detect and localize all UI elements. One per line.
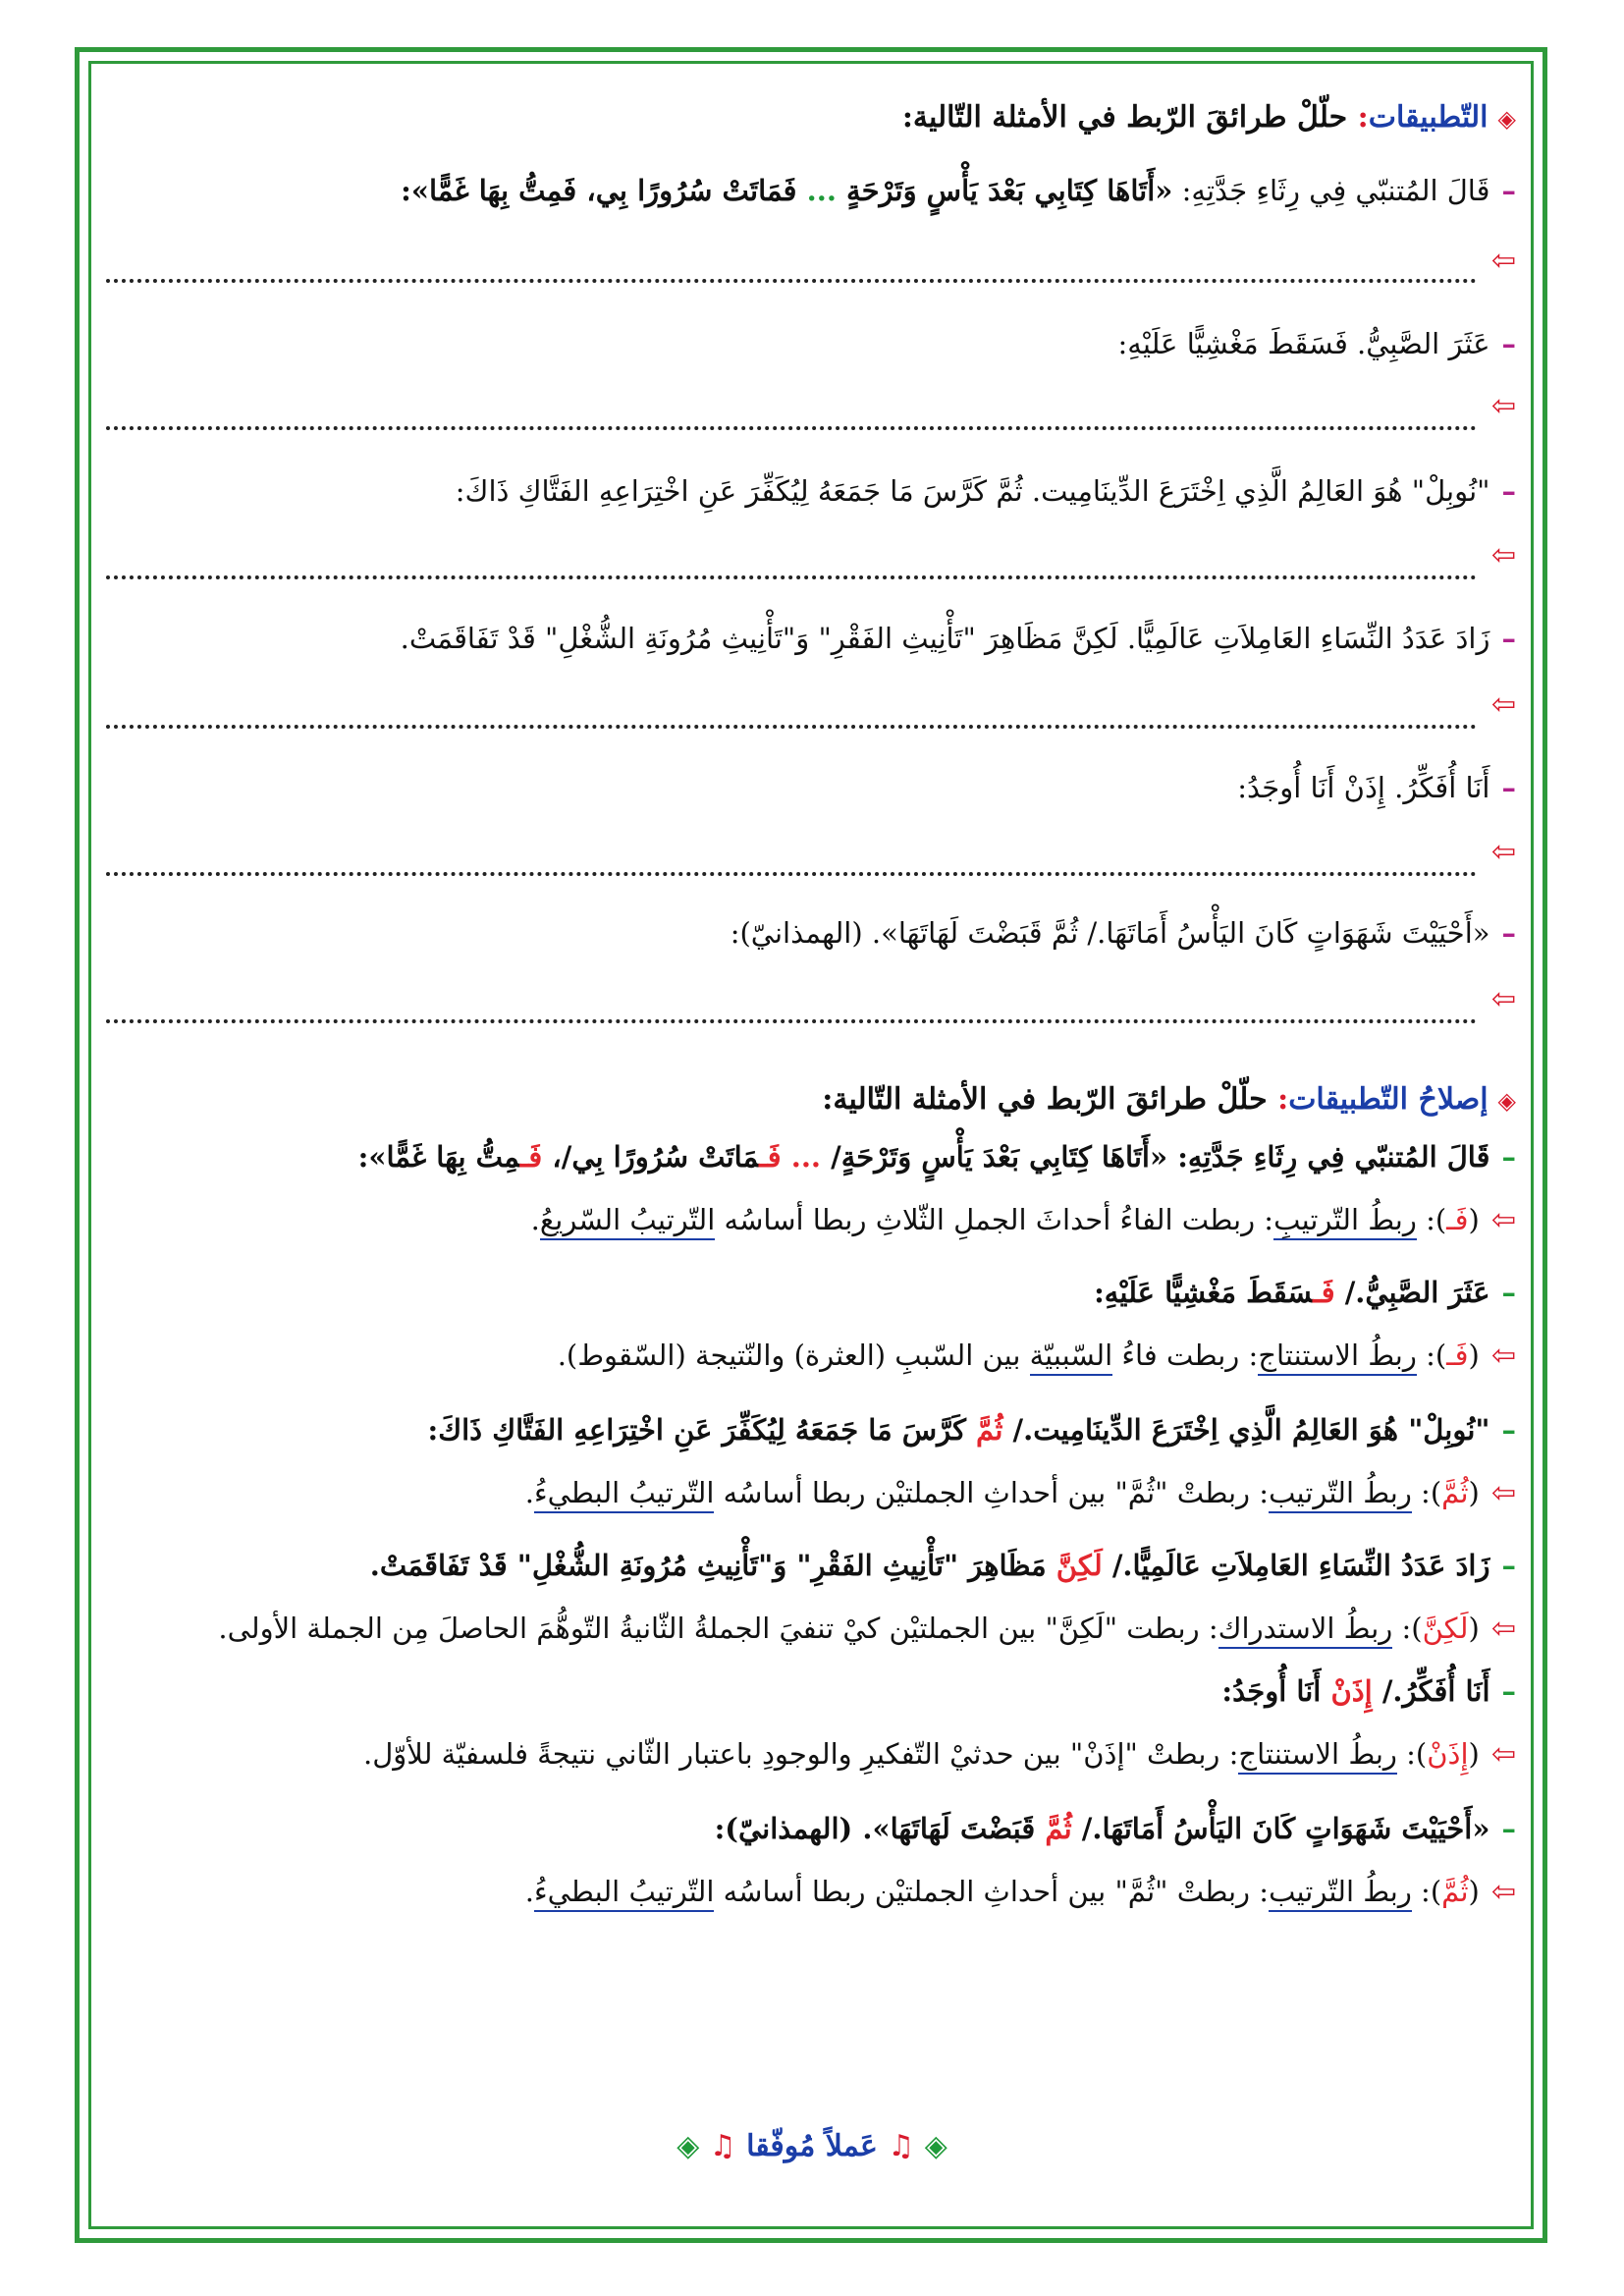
exercises-instruction: حلّلْ طرائقَ الرّبط في الأمثلة التّالية:	[901, 100, 1348, 135]
footer-text: عَملاً مُوفّقا	[746, 2129, 878, 2163]
arrow-icon: ⇦	[1490, 538, 1516, 573]
footer-message	[0, 2129, 1624, 2163]
correction-sentence-1: –قَالَ المُتنبّي فِي رِثَاءِ جَدَّتِهِ: «أَتَاهَا كِتَابِي بَعْدَ يَأْسٍ وَتَرْحَةٍ/ ... فَـمَاتَتْ سُرُورًا بِي/، فَـمِتُّ بِهَا غَمًّا»:	[357, 1140, 1516, 1174]
diamond-icon: ◈	[924, 2129, 947, 2163]
answer-line[interactable]	[106, 426, 1477, 430]
correction-answer-4: ⇦(لَكِنَّ): ربطُ الاستدراك: ربطت "لَكِنَّ" بين الجملتيْن كيْ تنفيَ الجملةُ الثّانيةُ التّوهُّمَ الحاصلَ مِن الجملة الأولى.	[106, 1607, 1516, 1651]
arrow-icon: ⇦	[1490, 244, 1516, 278]
arrow-icon: ⇦	[1490, 1875, 1516, 1909]
correction-sentence-2: –عَثَرَ الصَّبِيُّ./ فَـسَقَطَ مَغْشِيًّا عَلَيْهِ:	[1094, 1276, 1516, 1309]
corrections-title: التّطبيقات	[1288, 1082, 1408, 1117]
arrow-icon: ⇦	[1490, 1476, 1516, 1510]
corrections-instruction: حلّلْ طرائقَ الرّبط في الأمثلة التّالية:	[822, 1082, 1268, 1117]
answer-line[interactable]	[106, 575, 1477, 579]
music-note-icon: ♫	[888, 2129, 915, 2163]
arrow-icon: ⇦	[1490, 1339, 1516, 1373]
correction-sentence-3: –"نُوبِلْ" هُوَ العَالِمُ الَّذِي اِخْتَرَعَ الدِّينَامِيت./ ثُمَّ كَرَّسَ مَا جَمَعَهُ لِيُكَفِّرَ عَنِ اخْتِرَاعِهِ الفَتَّاكِ ذَاكَ:	[427, 1413, 1516, 1447]
exercise-item-5: –أَنَا أُفَكِّرُ. إِذَنْ أَنَا أُوجَدُ:	[1237, 771, 1516, 804]
exercise-item-2: –عَثَرَ الصَّبِيُّ. فَسَقَطَ مَغْشِيًّا عَلَيْهِ:	[1117, 327, 1516, 360]
music-note-icon: ♫	[709, 2129, 736, 2163]
arrow-icon: ⇦	[1490, 982, 1516, 1016]
diamond-icon: ◈	[677, 2129, 700, 2163]
exercise-item-3: –"نُوبِلْ" هُوَ العَالِمُ الَّذِي اِخْتَرَعَ الدِّينَامِيت. ثُمَّ كَرَّسَ مَا جَمَعَهُ لِيُكَفِّرَ عَنِ اخْتِرَاعِهِ الفَتَّاكِ ذَاكَ:	[455, 474, 1516, 508]
correction-sentence-6: –«أَحْيَيْتَ شَهَوَاتٍ كَانَ اليَأْسُ أَمَاتَهَا./ ثُمَّ قَبَضْتَ لَهَاتَهَا». (الهمذانيّ):	[714, 1812, 1516, 1845]
answer-line[interactable]	[106, 725, 1477, 729]
answer-line[interactable]	[106, 1019, 1477, 1023]
exercise-item-6: –«أَحْيَيْتَ شَهَوَاتٍ كَانَ اليَأْسُ أَمَاتَهَا./ ثُمَّ قَبَضْتَ لَهَاتَهَا». (الهمذانيّ):	[730, 916, 1516, 950]
exercise-item-1: –قَالَ المُتنبّي فِي رِثَاءِ جَدَّتِهِ: «أَتَاهَا كِتَابِي بَعْدَ يَأْسٍ وَتَرْحَةٍ ... فَمَاتَتْ سُرُورًا بِي، فَمِتُّ بِهَا غَمًّا»:	[401, 174, 1516, 207]
diamond-icon: ◈	[1497, 1086, 1516, 1115]
arrow-icon: ⇦	[1490, 687, 1516, 722]
correction-answer-5: ⇦(إِذَنْ): ربطُ الاستنتاج: ربطتْ "إذَنْ" بين حدثيْ التّفكيرِ والوجودِ باعتبار الثّاني نتيجةً فلسفيّة للأوّل.	[106, 1732, 1516, 1777]
correction-answer-1: ⇦(فَـ): ربطُ التّرتيبِ: ربطت الفاءُ أحداثَ الجملِ الثّلاثِ ربطا أساسُه التّرتيبُ السّريعُ.	[106, 1198, 1516, 1242]
arrow-icon: ⇦	[1490, 835, 1516, 869]
answer-line[interactable]	[106, 872, 1477, 876]
exercises-title: التّطبيقات	[1368, 100, 1489, 135]
arrow-icon: ⇦	[1490, 1612, 1516, 1646]
diamond-icon: ◈	[1497, 104, 1516, 133]
correction-answer-2: ⇦(فَـ): ربطُ الاستنتاج: ربطت فاءُ السّببيّة بين السّببِ (العثرة) والنّتيجة (السّقوط).	[106, 1334, 1516, 1378]
correction-answer-3: ⇦(ثُمَّ): ربطُ التّرتيب: ربطتْ "ثُمَّ" بين أحداثِ الجملتيْن ربطا أساسُه التّرتيبُ البطيءُ.	[106, 1471, 1516, 1515]
correction-sentence-4: –زَادَ عَدَدُ النِّسَاءِ العَامِلاَتِ عَالَمِيًّا./ لَكِنَّ مَظَاهِرَ "تَأْنِيثِ الفَقْرِ" وَ"تَأْنِيثِ مُرُونَةِ الشُّغْلِ" قَدْ تَفَاقَمَتْ.	[369, 1549, 1516, 1582]
arrow-icon: ⇦	[1490, 1203, 1516, 1237]
answer-line[interactable]	[106, 279, 1477, 283]
arrow-icon: ⇦	[1490, 1737, 1516, 1772]
exercises-header: ◈التّطبيقات: حلّلْ طرائقَ الرّبط في الأمثلة التّالية:	[901, 100, 1516, 135]
arrow-icon: ⇦	[1490, 389, 1516, 423]
correction-answer-6: ⇦(ثُمَّ): ربطُ التّرتيب: ربطتْ "ثُمَّ" بين أحداثِ الجملتيْن ربطا أساسُه التّرتيبُ البطيءُ.	[106, 1870, 1516, 1914]
exercise-item-4: –زَادَ عَدَدُ النِّسَاءِ العَامِلاَتِ عَالَمِيًّا. لَكِنَّ مَظَاهِرَ "تَأْنِيثِ الفَقْرِ" وَ"تَأْنِيثِ مُرُونَةِ الشُّغْلِ" قَدْ تَفَاقَمَتْ.	[400, 622, 1516, 655]
corrections-header: ◈إصلاحُ التّطبيقات: حلّلْ طرائقَ الرّبط في الأمثلة التّالية:	[822, 1082, 1516, 1117]
correction-sentence-5: –أَنَا أُفَكِّرُ./ إِذَنْ أَنَا أُوجَدُ:	[1221, 1674, 1516, 1708]
